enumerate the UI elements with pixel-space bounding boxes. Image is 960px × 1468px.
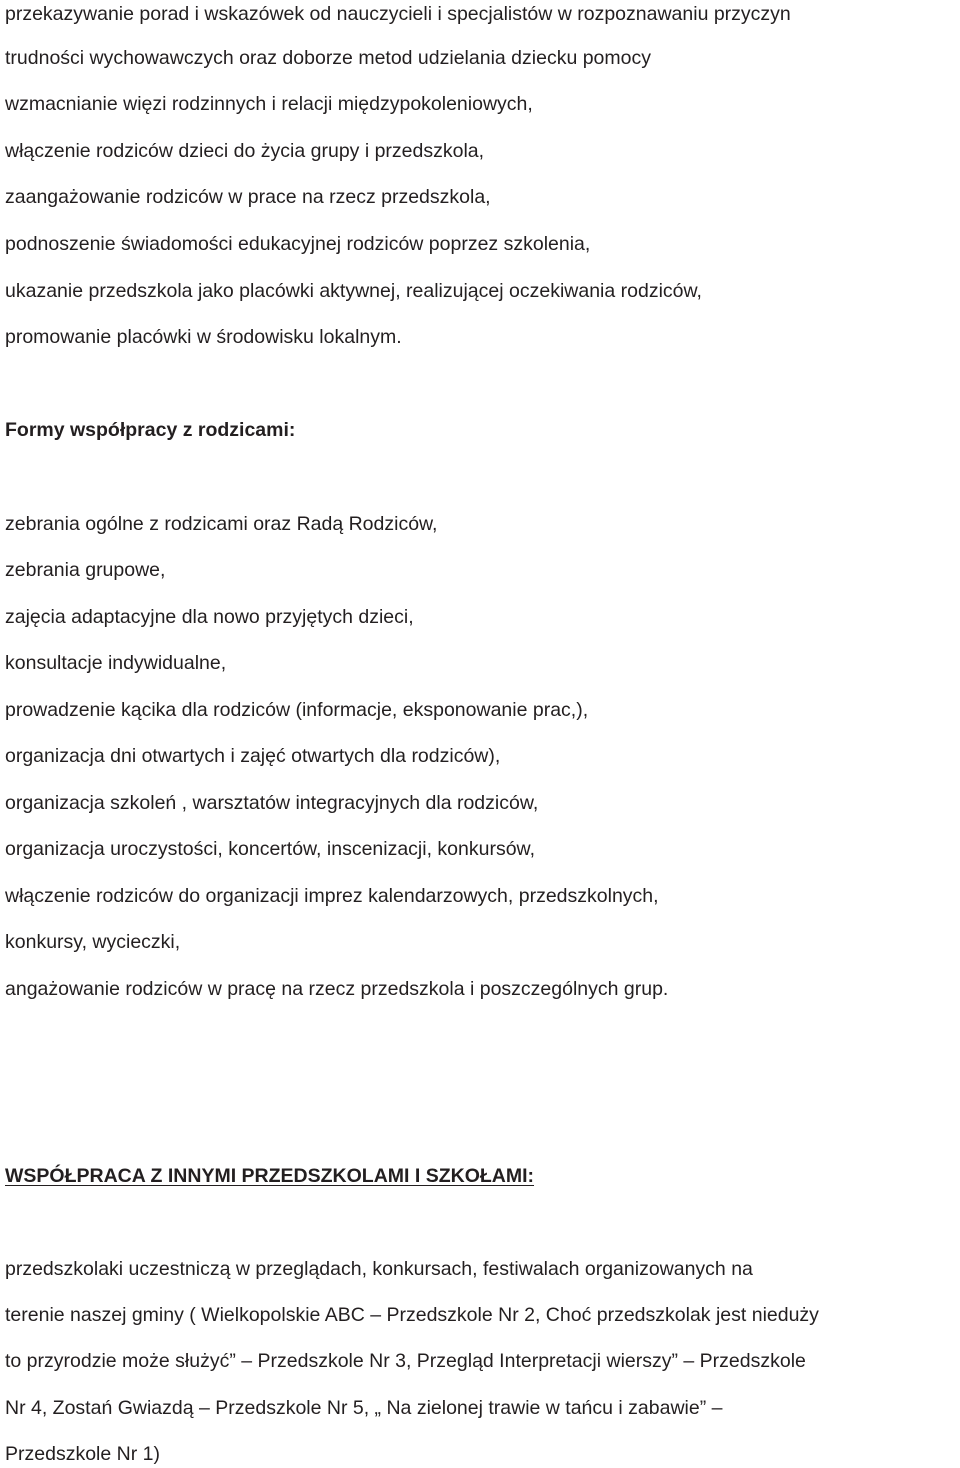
forms-item-6: organizacja dni otwartych i zajęć otwartych dla rodziców), (5, 745, 501, 767)
schools-line-2: terenie naszej gminy ( Wielkopolskie ABC – Przedszkole Nr 2, Choć przedszkolak jest nieduży (5, 1304, 819, 1326)
schools-line-5: Przedszkole Nr 1) (5, 1443, 160, 1465)
forms-item-8: organizacja uroczystości, koncertów, inscenizacji, konkursów, (5, 838, 535, 860)
intro-line-4: włączenie rodziców dzieci do życia grupy i przedszkola, (5, 140, 485, 162)
intro-line-3: wzmacnianie więzi rodzinnych i relacji międzypokoleniowych, (5, 93, 533, 115)
schools-heading: WSPÓŁPRACA Z INNYMI PRZEDSZKOLAMI I SZKOŁAMI: (5, 1165, 535, 1187)
forms-item-3: zajęcia adaptacyjne dla nowo przyjętych dzieci, (5, 606, 414, 628)
intro-line-8: promowanie placówki w środowisku lokalnym. (5, 326, 402, 348)
forms-heading: Formy współpracy z rodzicami: (5, 419, 296, 441)
forms-item-10: konkursy, wycieczki, (5, 931, 181, 953)
intro-line-1: przekazywanie porad i wskazówek od nauczycieli i specjalistów w rozpoznawaniu przyczyn (5, 3, 791, 25)
intro-line-6: podnoszenie świadomości edukacyjnej rodziców poprzez szkolenia, (5, 233, 591, 255)
schools-line-3: to przyrodzie może służyć” – Przedszkole Nr 3, Przegląd Interpretacji wierszy” – Przedszkole (5, 1350, 806, 1372)
forms-item-4: konsultacje indywidualne, (5, 652, 227, 674)
forms-item-11: angażowanie rodziców w pracę na rzecz przedszkola i poszczególnych grup. (5, 978, 669, 1000)
forms-item-5: prowadzenie kącika dla rodziców (informacje, eksponowanie prac,), (5, 699, 589, 721)
forms-item-9: włączenie rodziców do organizacji imprez kalendarzowych, przedszkolnych, (5, 885, 659, 907)
schools-line-4: Nr 4, Zostań Gwiazdą – Przedszkole Nr 5, „ Na zielonej trawie w tańcu i zabawie” – (5, 1397, 723, 1419)
forms-item-2: zebrania grupowe, (5, 559, 166, 581)
intro-line-7: ukazanie przedszkola jako placówki aktywnej, realizującej oczekiwania rodziców, (5, 280, 702, 302)
forms-item-1: zebrania ogólne z rodzicami oraz Radą Rodziców, (5, 513, 438, 535)
intro-line-5: zaangażowanie rodziców w prace na rzecz przedszkola, (5, 186, 491, 208)
forms-item-7: organizacja szkoleń , warsztatów integracyjnych dla rodziców, (5, 792, 539, 814)
schools-line-1: przedszkolaki uczestniczą w przeglądach, konkursach, festiwalach organizowanych na (5, 1258, 753, 1280)
intro-line-2: trudności wychowawczych oraz doborze metod udzielania dziecku pomocy (5, 47, 651, 69)
